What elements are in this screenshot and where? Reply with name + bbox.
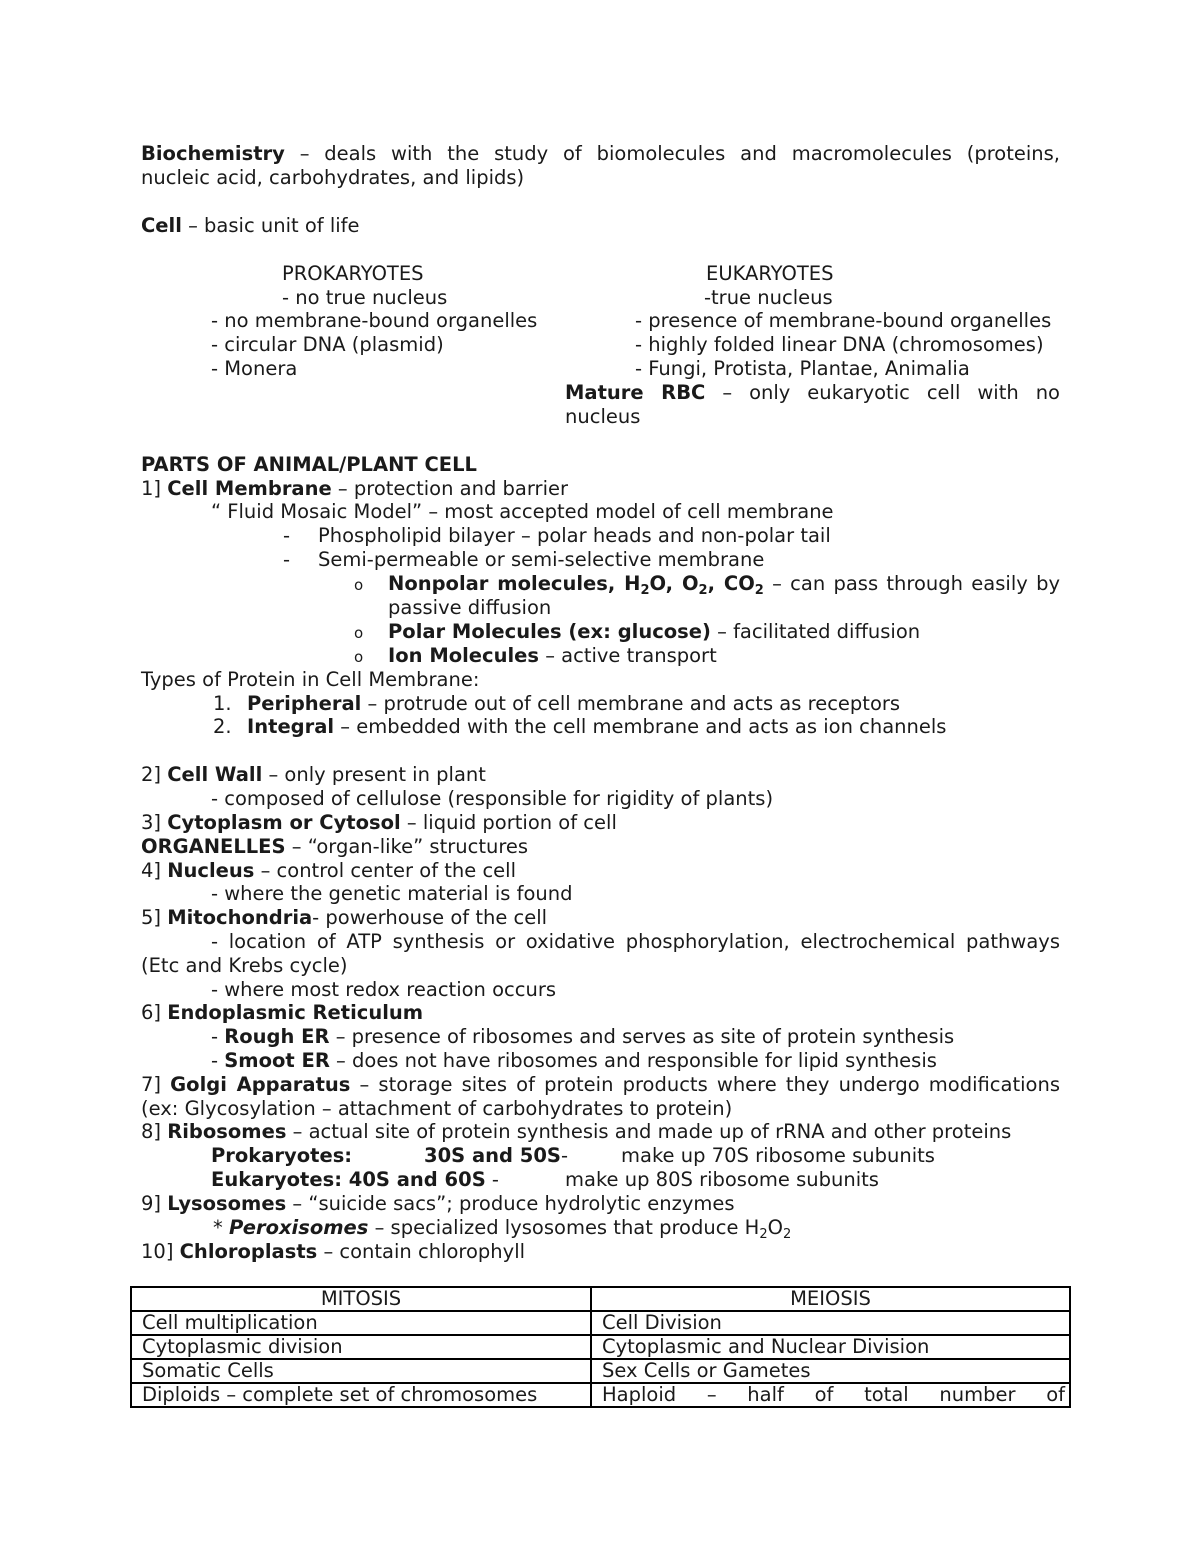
protein-types-heading: Types of Protein in Cell Membrane: bbox=[141, 668, 480, 691]
rough-er: - Rough ER – presence of ribosomes and serves as site of protein synthesis bbox=[211, 1025, 955, 1048]
mitosis-meiosis-table bbox=[130, 1286, 1071, 1408]
mature-rbc-line-2: nucleus bbox=[565, 405, 641, 428]
bullet-marker: o bbox=[354, 648, 364, 666]
ribosome-prokaryotes-desc: make up 70S ribosome subunits bbox=[621, 1144, 935, 1167]
bullet-marker: o bbox=[354, 624, 364, 642]
table-header-row bbox=[131, 1287, 1070, 1311]
table-row bbox=[131, 1359, 1070, 1383]
lysosomes: 9] Lysosomes – “suicide sacs”; produce hydrolytic enzymes bbox=[141, 1192, 735, 1215]
mitochondria-detail: - where most redox reaction occurs bbox=[211, 978, 557, 1001]
membrane-point: Semi-permeable or semi-selective membrane bbox=[318, 548, 765, 571]
cell-definition: Cell – basic unit of life bbox=[141, 214, 360, 237]
nonpolar-molecules: Nonpolar molecules, $H_2O$, $O_2$, $CO_2$ – can pass through easily by bbox=[388, 572, 1060, 598]
ribosome-prokaryotes-label: Prokaryotes: bbox=[211, 1144, 353, 1167]
mitochondria: 5] Mitochondria- powerhouse of the cell bbox=[141, 906, 548, 929]
table-cell: Cell multiplication bbox=[131, 1311, 591, 1335]
table-cell: Sex Cells or Gametes bbox=[591, 1359, 1070, 1383]
table-cell: Cell Division bbox=[591, 1311, 1070, 1335]
membrane-point: Phospholipid bilayer – polar heads and non-polar tail bbox=[318, 524, 831, 547]
nucleus-detail: - where the genetic material is found bbox=[211, 882, 573, 905]
prokaryotes-item: - Monera bbox=[211, 357, 298, 380]
fluid-mosaic-model: “ Fluid Mosaic Model” – most accepted model of cell membrane bbox=[211, 500, 834, 523]
eukaryotes-heading: EUKARYOTES bbox=[706, 262, 834, 285]
list-number: 1. bbox=[213, 692, 232, 715]
bullet-marker: o bbox=[354, 576, 364, 594]
table-cell: Haploid – half of total number of bbox=[591, 1383, 1070, 1407]
table-header-mitosis: MITOSIS bbox=[131, 1287, 591, 1311]
golgi-apparatus: 7] Golgi Apparatus – storage sites of protein products where they undergo modifications bbox=[141, 1073, 1060, 1096]
dash-marker: - bbox=[283, 524, 291, 547]
table-row bbox=[131, 1335, 1070, 1359]
biochemistry-line-2: nucleic acid, carbohydrates, and lipids) bbox=[141, 166, 525, 189]
cell-wall-detail: - composed of cellulose (responsible for rigidity of plants) bbox=[211, 787, 774, 810]
cytoplasm: 3] Cytoplasm or Cytosol – liquid portion of cell bbox=[141, 811, 617, 834]
cell-wall: 2] Cell Wall – only present in plant bbox=[141, 763, 486, 786]
mature-rbc-line-1: Mature RBC – only eukaryotic cell with no bbox=[565, 381, 1060, 404]
ribosome-eukaryotes-desc: make up 80S ribosome subunits bbox=[565, 1168, 879, 1191]
nonpolar-molecules-cont: passive diffusion bbox=[388, 596, 552, 619]
table-row bbox=[131, 1383, 1070, 1407]
list-number: 2. bbox=[213, 715, 232, 738]
endoplasmic-reticulum: 6] Endoplasmic Reticulum bbox=[141, 1001, 424, 1024]
ion-molecules: Ion Molecules – active transport bbox=[388, 644, 717, 667]
table-cell: Diploids – complete set of chromosomes bbox=[131, 1383, 591, 1407]
integral-protein: Integral – embedded with the cell membrane and acts as ion channels bbox=[247, 715, 947, 738]
chloroplasts: 10] Chloroplasts – contain chlorophyll bbox=[141, 1240, 526, 1263]
cell-membrane: 1] Cell Membrane – protection and barrier bbox=[141, 477, 568, 500]
nucleus: 4] Nucleus – control center of the cell bbox=[141, 859, 517, 882]
prokaryotes-item: - no membrane-bound organelles bbox=[211, 309, 538, 332]
table-cell: Cytoplasmic division bbox=[131, 1335, 591, 1359]
table-header-meiosis: MEIOSIS bbox=[591, 1287, 1070, 1311]
polar-molecules: Polar Molecules (ex: glucose) – facilitated diffusion bbox=[388, 620, 921, 643]
peroxisomes: * Peroxisomes – specialized lysosomes that produce $H_2O_2$ bbox=[213, 1216, 792, 1242]
prokaryotes-heading: PROKARYOTES bbox=[282, 262, 424, 285]
table-cell: Somatic Cells bbox=[131, 1359, 591, 1383]
smooth-er: - Smoot ER – does not have ribosomes and responsible for lipid synthesis bbox=[211, 1049, 937, 1072]
organelles: ORGANELLES – “organ-like” structures bbox=[141, 835, 529, 858]
prokaryotes-item: - no true nucleus bbox=[282, 286, 448, 309]
eukaryotes-item: - highly folded linear DNA (chromosomes) bbox=[635, 333, 1044, 356]
dash-marker: - bbox=[283, 548, 291, 571]
ribosome-eukaryotes-label: Eukaryotes: 40S and 60S - bbox=[211, 1168, 499, 1191]
eukaryotes-item: -true nucleus bbox=[704, 286, 833, 309]
prokaryotes-item: - circular DNA (plasmid) bbox=[211, 333, 444, 356]
ribosome-prokaryotes-value: 30S and 50S- bbox=[424, 1144, 568, 1167]
mitochondria-detail-cont: (Etc and Krebs cycle) bbox=[141, 954, 348, 977]
section-heading: PARTS OF ANIMAL/PLANT CELL bbox=[141, 453, 477, 476]
eukaryotes-item: - Fungi, Protista, Plantae, Animalia bbox=[635, 357, 970, 380]
biochemistry-line-1: Biochemistry – deals with the study of biomolecules and macromolecules (proteins, bbox=[141, 142, 1060, 165]
ribosomes: 8] Ribosomes – actual site of protein synthesis and made up of rRNA and other proteins bbox=[141, 1120, 1012, 1143]
peripheral-protein: Peripheral – protrude out of cell membrane and acts as receptors bbox=[247, 692, 901, 715]
table-cell: Cytoplasmic and Nuclear Division bbox=[591, 1335, 1070, 1359]
golgi-apparatus-cont: (ex: Glycosylation – attachment of carbohydrates to protein) bbox=[141, 1097, 733, 1120]
table-row bbox=[131, 1311, 1070, 1335]
mitochondria-detail: - location of ATP synthesis or oxidative phosphorylation, electrochemical pathways bbox=[211, 930, 1060, 953]
eukaryotes-item: - presence of membrane-bound organelles bbox=[635, 309, 1052, 332]
